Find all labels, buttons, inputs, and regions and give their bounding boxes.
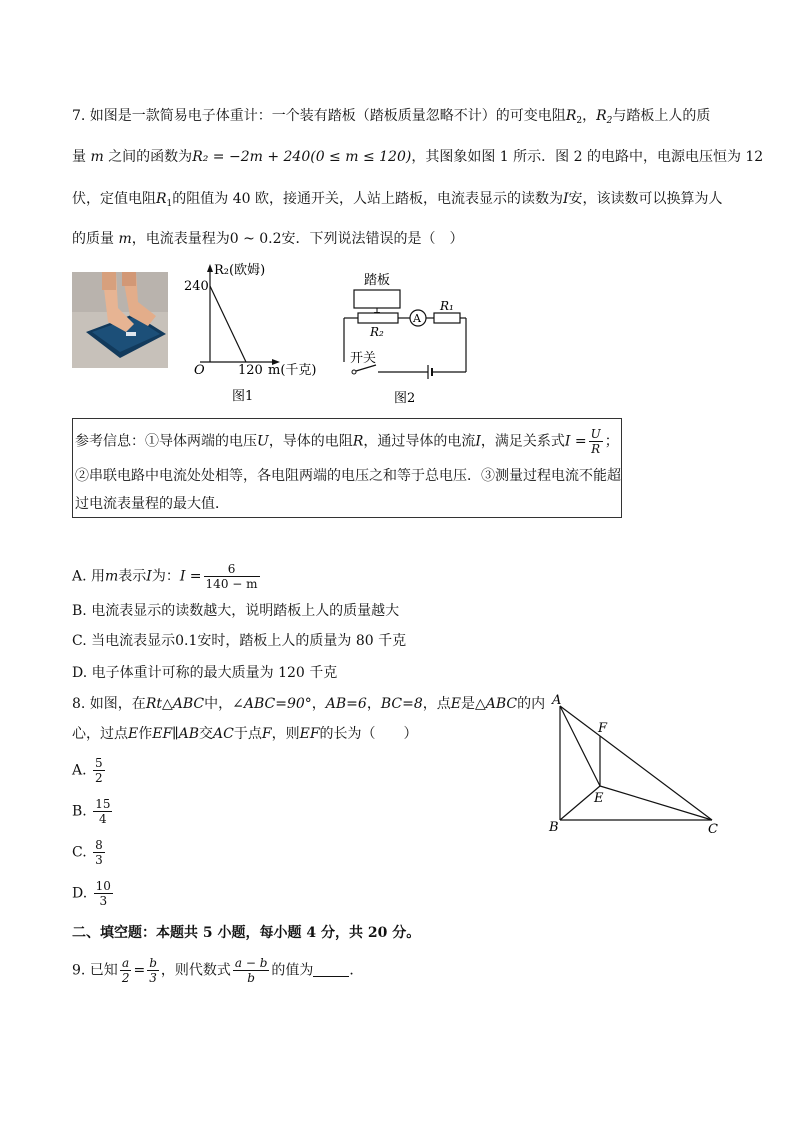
fig2-ammeter: A — [413, 312, 421, 325]
fig1-x-label: m(千克) — [268, 363, 317, 378]
fig1-y-label: R₂(欧姆) — [214, 263, 266, 278]
switch-icon — [352, 370, 356, 374]
q8-option-c: C. $\frac{8}{3}$ — [72, 838, 103, 867]
q8-triangle-figure — [546, 690, 726, 840]
r2-resistor — [358, 313, 398, 323]
info-line-2: ②串联电路中电流处处相等，各电阻两端的电压之和等于总电压．③测量过程电流不能超 — [75, 468, 621, 484]
vertex-c-label: C — [708, 822, 718, 837]
answer-blank[interactable] — [313, 962, 349, 977]
q7-line-1: 7. 如图是一款简易电子体重计：一个装有踏板（踏板质量忽略不计）的可变电阻$R_2$，$R_2$与踏板上人的质 — [72, 108, 711, 126]
option-a-fraction: $\frac{6}{140 - m}$ — [205, 562, 258, 591]
r2-symbol-2: $R_2$ — [596, 108, 613, 126]
q8-option-b: B. $\frac{15}{4}$ — [72, 797, 111, 826]
q7-line-4: 的质量 m，电流表量程为0 ~ 0.2安．下列说法错误的是（ ） — [72, 231, 464, 247]
function-formula: R₂ = −2m + 240(0 ≤ m ≤ 120) — [192, 149, 412, 165]
q8-line-1: 8. 如图，在Rt△ABC中，∠ABC=90°，AB=6，BC=8，点E是△ABC的内 — [72, 696, 546, 712]
r1-resistor — [434, 313, 460, 323]
q7-option-d: D. 电子体重计可称的最大质量为 120 千克 — [72, 665, 338, 681]
point-f-label: F — [598, 721, 608, 736]
board-rect — [354, 290, 400, 308]
fig1-origin: O — [194, 363, 205, 378]
vertex-a-label: A — [552, 693, 562, 708]
q8-option-d: D. $\frac{10}{3}$ — [72, 879, 111, 908]
fig2-r1-label: R₁ — [440, 299, 454, 313]
fig2-caption: 图2 — [394, 391, 416, 404]
q9-line: 9. 已知 $\frac{a}{2}$ = $\frac{b}{3}$ ，则代数式 $\frac{a - b}{b}$ 的值为 ． — [72, 956, 364, 985]
q7-option-a: A. 用m表示I为：I = $\frac{6}{140 - m}$ — [72, 562, 258, 591]
ohm-law-fraction: $\frac{U}{R}$ — [590, 427, 601, 456]
figure2-circuit — [336, 264, 476, 404]
fig1-x-tick: 120 — [238, 363, 263, 378]
q9-fraction-a2: $\frac{a}{2}$ — [121, 956, 130, 985]
q8-option-a: A. $\frac{5}{2}$ — [72, 756, 103, 785]
q7-option-c: C. 当电流表显示0.1安时，踏板上人的质量为 80 千克 — [72, 633, 407, 649]
scale-photo — [72, 272, 168, 368]
figure1-graph — [178, 262, 328, 402]
fig2-switch-label: 开关 — [350, 351, 377, 366]
point-e-label: E — [594, 791, 604, 806]
fig1-y-tick: 240 — [184, 279, 209, 294]
q7-line-2: 量 m 之间的函数为R₂ = −2m + 240(0 ≤ m ≤ 120)，其图象如图 1 所示．图 2 的电路中，电源电压恒为 12 — [72, 149, 764, 165]
r2-symbol: R — [565, 108, 577, 124]
info-line-1: 参考信息：①导体两端的电压U，导体的电阻R，通过导体的电流I，满足关系式I = $\frac{U}{R}$ ； — [75, 427, 619, 456]
q7-line-3: 伏，定值电阻$R_1$的阻值为 40 欧，接通开关，人站上踏板，电流表显示的读数为I安，该读数可以换算为人 — [72, 191, 723, 209]
q7-option-b: B. 电流表显示的读数越大，说明踏板上人的质量越大 — [72, 603, 400, 619]
fig2-r2-label: R₂ — [370, 325, 384, 339]
q9-fraction-expr: $\frac{a - b}{b}$ — [234, 956, 268, 985]
info-line-3: 过电流表量程的最大值． — [75, 496, 229, 512]
reference-info-box — [72, 418, 622, 518]
q8-line-2: 心，过点E作EF∥AB交AC于点F，则EF的长为（ ） — [72, 726, 418, 742]
fig1-caption: 图1 — [232, 389, 254, 402]
fig2-board-label: 踏板 — [364, 273, 391, 288]
vertex-b-label: B — [549, 820, 559, 835]
section2-title: 二、填空题：本题共 5 小题，每小题 4 分，共 20 分。 — [72, 925, 421, 941]
q9-fraction-b3: $\frac{b}{3}$ — [149, 956, 157, 985]
